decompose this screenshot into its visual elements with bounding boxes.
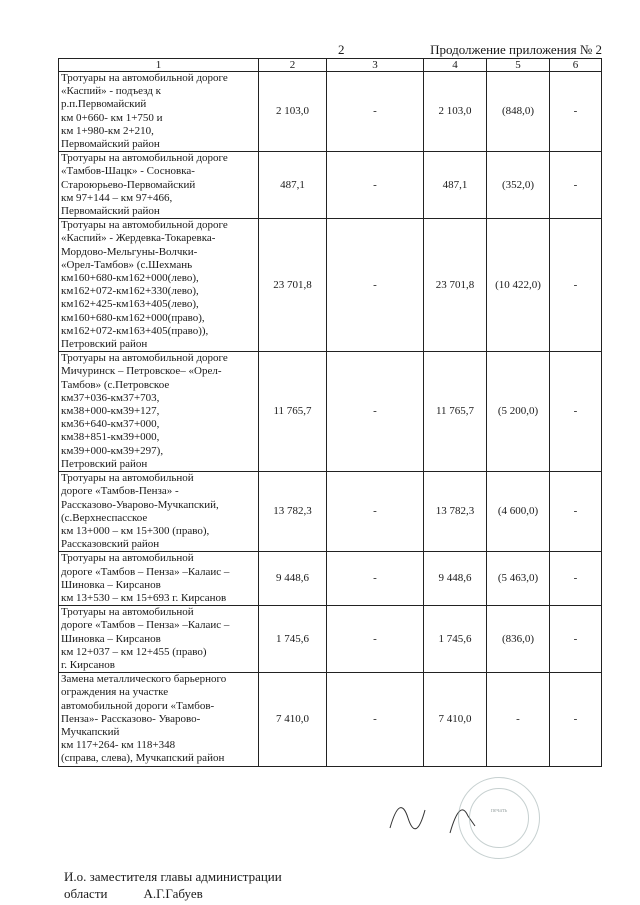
object-name-line: Замена металлического барьерного: [61, 673, 227, 686]
object-name-line: км162+072-км163+405(право)),: [61, 324, 209, 337]
table-row: [59, 606, 602, 673]
value-cell-c3: -: [327, 352, 424, 472]
value-cell-c2: 487,1: [259, 152, 327, 219]
object-name-line: дороге «Тамбов – Пенза» –Калаис –: [61, 619, 230, 632]
value-cell-c4: 11 765,7: [424, 352, 487, 472]
column-header: 5: [487, 59, 550, 72]
value-cell-c6: -: [550, 552, 602, 606]
signer-region: области: [64, 886, 108, 901]
object-name-line: г. Кирсанов: [61, 658, 115, 671]
object-name-line: км 0+660- км 1+750 и: [61, 111, 163, 124]
object-name-line: Тротуары на автомобильной: [61, 472, 194, 485]
table-row: [59, 352, 602, 472]
object-name-cell: [59, 673, 259, 766]
object-name-line: км38+000-км39+127,: [61, 405, 160, 418]
object-name-line: (с.Верхнеспасское: [61, 511, 148, 524]
official-stamp: печать: [458, 777, 540, 859]
object-name-line: км 1+980-км 2+210,: [61, 124, 154, 137]
value-cell-c5: (5 200,0): [487, 352, 550, 472]
value-cell-c3: -: [327, 152, 424, 219]
object-name-line: км36+640-км37+000,: [61, 418, 160, 431]
value-cell-c5: (352,0): [487, 152, 550, 219]
value-cell-c6: -: [550, 72, 602, 152]
continuation-note: Продолжение приложения № 2: [430, 42, 602, 57]
value-cell-c4: 7 410,0: [424, 673, 487, 766]
value-cell-c2: 1 745,6: [259, 606, 327, 673]
object-name-line: ограждения на участке: [61, 686, 169, 699]
column-header: 1: [59, 59, 259, 72]
page-number: 2: [338, 42, 345, 57]
value-cell-c6: -: [550, 472, 602, 552]
object-name-line: дороге «Тамбов-Пенза» -: [61, 485, 179, 498]
object-name-line: Мичуринск – Петровское– «Орел-: [61, 365, 222, 378]
object-name-line: км160+680-км162+000(право),: [61, 311, 205, 324]
table-row: [59, 219, 602, 352]
object-name-line: Тротуары на автомобильной дороге: [61, 152, 228, 165]
signer-name: А.Г.Габуев: [143, 886, 203, 901]
object-name-line: «Тамбов-Шацк» - Сосновка-: [61, 165, 195, 178]
object-name-line: автомобильной дороги «Тамбов-: [61, 699, 215, 712]
object-name-line: км 12+037 – км 12+455 (право): [61, 645, 207, 658]
object-name-line: Тамбов» (с.Петровское: [61, 378, 170, 391]
value-cell-c6: -: [550, 673, 602, 766]
object-name-cell: [59, 552, 259, 606]
value-cell-c2: 23 701,8: [259, 219, 327, 352]
object-name-line: Петровский район: [61, 338, 148, 351]
value-cell-c3: -: [327, 219, 424, 352]
table-row: [59, 552, 602, 606]
object-name-line: Первомайский район: [61, 138, 160, 151]
value-cell-c6: -: [550, 606, 602, 673]
object-name-line: км 97+144 – км 97+466,: [61, 191, 173, 204]
object-name-line: км38+851-км39+000,: [61, 431, 160, 444]
value-cell-c6: -: [550, 352, 602, 472]
object-name-line: Пенза»- Рассказово- Уварово-: [61, 712, 201, 725]
object-name-line: Шиновка – Кирсанов: [61, 632, 161, 645]
value-cell-c2: 11 765,7: [259, 352, 327, 472]
object-name-line: км39+000-км39+297),: [61, 444, 164, 457]
object-name-cell: [59, 72, 259, 152]
table-row: [59, 472, 602, 552]
object-name-cell: [59, 219, 259, 352]
object-name-line: км162+425-км163+405(лево),: [61, 298, 199, 311]
object-name-line: Петровский район: [61, 457, 148, 470]
object-name-line: Тротуары на автомобильной: [61, 552, 194, 565]
value-cell-c4: 9 448,6: [424, 552, 487, 606]
object-name-line: км160+680-км162+000(лево),: [61, 272, 199, 285]
value-cell-c5: (836,0): [487, 606, 550, 673]
object-name-cell: [59, 352, 259, 472]
value-cell-c2: 13 782,3: [259, 472, 327, 552]
value-cell-c3: -: [327, 673, 424, 766]
object-name-line: (справа, слева), Мучкапский район: [61, 752, 225, 765]
value-cell-c5: (10 422,0): [487, 219, 550, 352]
column-header: 6: [550, 59, 602, 72]
value-cell-c3: -: [327, 606, 424, 673]
object-name-line: «Орел-Тамбов» (с.Шехмань: [61, 258, 193, 271]
value-cell-c6: -: [550, 219, 602, 352]
object-name-line: Мордово-Мельгуны-Волчки-: [61, 245, 198, 258]
value-cell-c4: 1 745,6: [424, 606, 487, 673]
object-name-line: Тротуары на автомобильной дороге: [61, 352, 228, 365]
object-name-cell: [59, 606, 259, 673]
object-name-line: Рассказово-Уварово-Мучкапский,: [61, 498, 219, 511]
value-cell-c2: 9 448,6: [259, 552, 327, 606]
object-name-line: Мучкапский: [61, 725, 120, 738]
object-name-line: Тротуары на автомобильной дороге: [61, 72, 228, 84]
value-cell-c5: (848,0): [487, 72, 550, 152]
object-name-line: км 13+530 – км 15+693 г. Кирсанов: [61, 591, 227, 604]
object-name-line: «Каспий» - подъезд к: [61, 85, 161, 98]
object-name-line: км37+036-км37+703,: [61, 391, 160, 404]
value-cell-c3: -: [327, 72, 424, 152]
object-name-line: дороге «Тамбов – Пенза» –Калаис –: [61, 565, 230, 578]
object-name-line: Рассказовский район: [61, 538, 160, 551]
value-cell-c2: 2 103,0: [259, 72, 327, 152]
value-cell-c4: 487,1: [424, 152, 487, 219]
signer-line: [64, 886, 203, 902]
object-name-line: Тротуары на автомобильной дороге: [61, 219, 228, 232]
column-header: 2: [259, 59, 327, 72]
table-row: [59, 152, 602, 219]
object-name-line: км 13+000 – км 15+300 (право),: [61, 524, 210, 537]
budget-table: [58, 58, 602, 767]
table-body: [59, 59, 602, 767]
table-row: [59, 72, 602, 152]
object-name-line: «Каспий» - Жердевка-Токаревка-: [61, 232, 216, 245]
column-header: 4: [424, 59, 487, 72]
object-name-cell: [59, 472, 259, 552]
value-cell-c5: -: [487, 673, 550, 766]
object-name-line: Тротуары на автомобильной: [61, 606, 194, 619]
value-cell-c3: -: [327, 472, 424, 552]
table-row: [59, 673, 602, 766]
object-name-line: Шиновка – Кирсанов: [61, 578, 161, 591]
value-cell-c4: 2 103,0: [424, 72, 487, 152]
column-header: 3: [327, 59, 424, 72]
value-cell-c4: 23 701,8: [424, 219, 487, 352]
object-name-line: км 117+264- км 118+348: [61, 739, 176, 752]
table-header-row: [59, 59, 602, 72]
value-cell-c2: 7 410,0: [259, 673, 327, 766]
object-name-line: р.п.Первомайский: [61, 98, 147, 111]
value-cell-c6: -: [550, 152, 602, 219]
object-name-line: км162+072-км162+330(лево),: [61, 285, 199, 298]
value-cell-c3: -: [327, 552, 424, 606]
object-name-line: Староюрьево-Первомайский: [61, 178, 196, 191]
value-cell-c5: (4 600,0): [487, 472, 550, 552]
object-name-cell: [59, 152, 259, 219]
object-name-line: Первомайский район: [61, 205, 160, 218]
value-cell-c5: (5 463,0): [487, 552, 550, 606]
signer-title: И.о. заместителя главы администрации: [64, 869, 282, 884]
value-cell-c4: 13 782,3: [424, 472, 487, 552]
